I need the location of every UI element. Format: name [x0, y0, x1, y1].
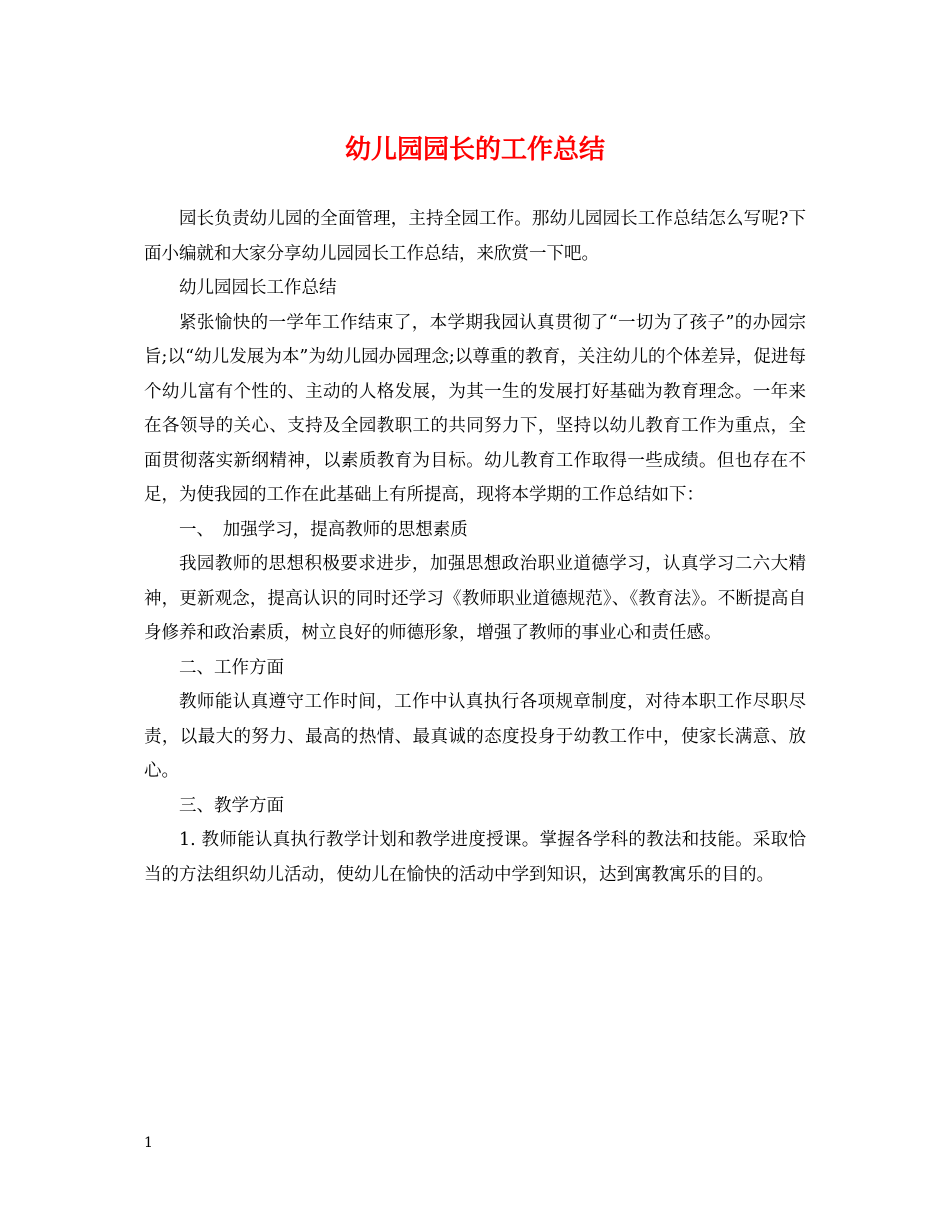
paragraph-study: 我园教师的思想积极要求进步，加强思想政治职业道德学习，认真学习二六大精神，更新观念，提高认识的同时还学习《教师职业道德规范》、《教育法》。不断提高自身修养和政治素质，树立良好的师德形象，增强了教师的事业心和责任感。 [144, 554, 806, 643]
paragraph-teaching-1: 1. 教师能认真执行教学计划和教学进度授课。掌握各学科的教法和技能。采取恰当的方法组织幼儿活动，使幼儿在愉快的活动中学到知识，达到寓教寓乐的目的。 [144, 830, 806, 885]
paragraph-overview: 紧张愉快的一学年工作结束了，本学期我园认真贯彻了“一切为了孩子”的办园宗旨;以“幼儿发展为本”为幼儿园办园理念;以尊重的教育，关注幼儿的个体差异，促进每个幼儿富有个性的、主动的人格发展，为其一生的发展打好基础为教育理念。一年来在各领导的关心、支持及全园教职工的共同努力下，坚持以幼儿教育工作为重点，全面贯彻落实新纲精神，以素质教育为目标。幼儿教育工作取得一些成绩。但也存在不足，为使我园的工作在此基础上有所提高，现将本学期的工作总结如下： [144, 312, 806, 505]
paragraph-subtitle: 幼儿园园长工作总结 [179, 278, 337, 298]
section-heading-study: 一、 加强学习，提高教师的思想素质 [179, 519, 468, 540]
section-heading-teaching: 三、教学方面 [179, 795, 284, 816]
paragraph-work: 教师能认真遵守工作时间，工作中认真执行各项规章制度，对待本职工作尽职尽责，以最大的努力、最高的热情、最真诚的态度投身于幼教工作中，使家长满意、放心。 [144, 692, 806, 781]
page-number: 1 [144, 1135, 153, 1151]
section-heading-work: 二、工作方面 [179, 657, 284, 678]
document-body [144, 202, 806, 892]
document-title: 幼儿园园长的工作总结 [344, 135, 605, 165]
paragraph-intro: 园长负责幼儿园的全面管理，主持全园工作。那幼儿园园长工作总结怎么写呢?下面小编就和大家分享幼儿园园长工作总结，来欣赏一下吧。 [144, 209, 806, 264]
